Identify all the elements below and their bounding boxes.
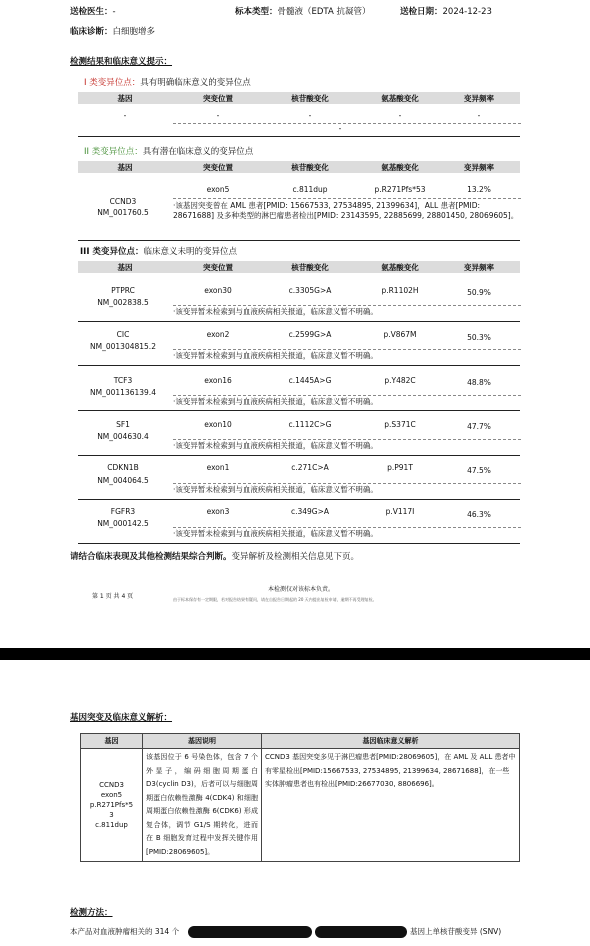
col-nucleotide: 核苷酸变化 (291, 263, 329, 272)
row-transcript: NM_002838.5 (97, 298, 149, 307)
row-position: exon16 (204, 376, 232, 385)
divider (173, 527, 521, 528)
sample-type-value: 骨髓液（EDTA 抗凝管） (277, 7, 371, 17)
diagnosis-field (70, 25, 155, 37)
class2-position: exon5 (206, 185, 230, 194)
class1-desc: 具有明确临床意义的变异位点 (140, 78, 251, 88)
col-gene: 基因 (117, 94, 133, 103)
row-frequency: 47.5% (467, 466, 491, 475)
row-transcript: NM_000142.5 (97, 519, 149, 528)
divider (78, 410, 520, 411)
row-transcript: NM_001304815.2 (90, 342, 156, 351)
conclusion (70, 550, 359, 562)
row-note: ·该变异暂未检索到与血液疾病相关报道，临床意义暂不明确。 (173, 351, 378, 360)
row-amino: p.P91T (387, 463, 413, 472)
gene-cell (81, 749, 143, 862)
class1-heading (84, 76, 251, 88)
row-nucleotide: c.271C>A (291, 463, 329, 472)
page-number: 第 1 页 共 4 页 (92, 593, 134, 600)
row-note: ·该变异暂未检索到与血液疾病相关报道，临床意义暂不明确。 (173, 485, 378, 494)
class3-heading (80, 245, 237, 257)
col-amino: 氨基酸变化 (381, 163, 419, 172)
class2-nucleotide: c.811dup (292, 185, 328, 194)
results-section-title: 检测结果和临床意义提示： (70, 57, 173, 67)
doctor-label: 送检医生： (70, 7, 113, 17)
header-gene: 基因 (81, 734, 143, 749)
date-field (400, 5, 492, 17)
row-position: exon3 (206, 507, 230, 516)
date-label: 送检日期： (400, 7, 443, 17)
row-amino: p.Y482C (384, 376, 416, 385)
row-amino: p.R1102H (381, 286, 419, 295)
class1-table-header (78, 92, 520, 104)
row-note: ·该变异暂未检索到与血液疾病相关报道，临床意义暂不明确。 (173, 307, 378, 316)
interpretation-table (80, 733, 520, 862)
method-title: 检测方法： (70, 908, 113, 918)
class1-position: - (216, 111, 220, 120)
page-separator (0, 648, 590, 660)
class1-amino: - (398, 111, 402, 120)
gene-protein-change: p.R271Pfs*5 (89, 801, 134, 809)
doctor-value: - (112, 7, 116, 17)
conclusion-rest: 变异解析及检测相关信息见下页。 (231, 552, 360, 562)
date-value: 2024-12-23 (442, 7, 492, 17)
diagnosis-label: 临床诊断： (70, 27, 113, 37)
class2-heading (84, 145, 253, 157)
divider (173, 395, 521, 396)
row-position: exon10 (204, 420, 232, 429)
col-position: 突变位置 (203, 263, 233, 272)
method-text-start: 本产品对血液肿瘤相关的 314 个 (70, 927, 180, 936)
row-position: exon2 (206, 330, 230, 339)
class1-gene: - (123, 111, 127, 120)
class1-nucleotide: - (308, 111, 312, 120)
class1-prefix: I 类变异位点： (84, 78, 141, 88)
col-amino: 氨基酸变化 (381, 263, 419, 272)
footer-responsibility: 本检测仅对该标本负责。 (268, 586, 335, 593)
gene-exon: exon5 (100, 791, 123, 799)
class3-prefix: III 类变异位点： (80, 247, 144, 257)
divider (173, 483, 521, 484)
divider (173, 123, 521, 124)
row-frequency: 48.8% (467, 378, 491, 387)
class2-transcript: NM_001760.5 (97, 208, 149, 217)
row-gene: CDKN1B (107, 463, 139, 472)
class2-table-header (78, 161, 520, 173)
row-gene: CIC (116, 330, 130, 339)
gene-name: CCND3 (99, 781, 124, 789)
col-nucleotide: 核苷酸变化 (291, 94, 329, 103)
class1-extra: - (338, 124, 342, 133)
class2-frequency: 13.2% (467, 185, 491, 194)
row-gene: FGFR3 (110, 507, 136, 516)
gene-description: 该基因位于 6 号染色体，包含 7 个外显子，编码细胞周期蛋白 D3(cyclin D3)，后者可以与细胞周期蛋白依赖性激酶 4(CDK4) 和细胞周期蛋白依赖性激酶 6(CDK6) 形成复合体，调节 G1/S 期转化，进而在 B 细胞发育过程中发挥关键作用[PMID:28069605]。 (143, 749, 262, 862)
row-gene: TCF3 (113, 376, 133, 385)
gene-nucleotide-change: c.811dup (95, 821, 128, 829)
class1-frequency: - (477, 111, 481, 120)
row-position: exon1 (206, 463, 230, 472)
col-amino: 氨基酸变化 (381, 94, 419, 103)
method-text-end: 基因上单核苷酸变异 (SNV) (410, 927, 502, 936)
col-frequency: 变异频率 (464, 163, 494, 172)
gene-significance: CCND3 基因突变多见于淋巴瘤患者[PMID:28069605]，在 AML 及 ALL 患者中有零星检出[PMID:15667533, 27534895, 21399634, 28671688]，在一些实体肿瘤患者也有检出[PMID:26677030, 8806696]。 (262, 749, 520, 862)
doctor-field (70, 5, 116, 17)
row-amino: p.V117I (385, 507, 415, 516)
col-gene: 基因 (117, 263, 133, 272)
divider (173, 349, 521, 350)
row-note: ·该变异暂未检索到与血液疾病相关报道，临床意义暂不明确。 (173, 397, 378, 406)
divider (78, 365, 520, 366)
conclusion-bold: 请结合临床表现及其他检测结果综合判断。 (70, 552, 232, 562)
divider (173, 439, 521, 440)
class2-gene: CCND3 (109, 197, 137, 206)
row-transcript: NM_004630.4 (97, 432, 149, 441)
diagnosis-value: 白细胞增多 (112, 27, 156, 37)
header-significance: 基因临床意义解析 (262, 734, 520, 749)
row-gene: PTPRC (111, 286, 135, 295)
header-description: 基因说明 (143, 734, 262, 749)
footer-notice: 由于标本保存有一定期限，若对报告结果有疑问，请在自报告日期起的 20 天内提出复检申请，逾期不再受理复检。 (173, 597, 377, 602)
class3-desc: 临床意义未明的变异位点 (143, 247, 237, 257)
interpretation-header-row (81, 734, 520, 749)
row-gene: SF1 (116, 420, 130, 429)
page2-title: 基因突变及临床意义解析： (70, 713, 173, 723)
divider (78, 321, 520, 322)
divider (78, 136, 520, 137)
col-frequency: 变异频率 (464, 94, 494, 103)
row-nucleotide: c.1445A>G (288, 376, 332, 385)
row-nucleotide: c.349G>A (290, 507, 330, 516)
class2-desc: 具有潜在临床意义的变异位点 (142, 147, 254, 157)
divider (78, 240, 520, 241)
class2-amino: p.R271Pfs*53 (374, 185, 426, 194)
sample-type-label: 标本类型： (235, 7, 278, 17)
divider (78, 499, 520, 500)
divider (78, 455, 520, 456)
row-frequency: 46.3% (467, 510, 491, 519)
sample-type-field (235, 5, 370, 17)
redaction-bar (188, 926, 312, 938)
row-nucleotide: c.2599G>A (288, 330, 332, 339)
col-position: 突变位置 (203, 94, 233, 103)
class3-table-header (78, 261, 520, 273)
redaction-bar (315, 926, 407, 938)
row-nucleotide: c.3305G>A (288, 286, 332, 295)
class2-prefix: II 类变异位点： (84, 147, 143, 157)
row-frequency: 50.3% (467, 333, 491, 342)
row-transcript: NM_004064.5 (97, 476, 149, 485)
row-frequency: 50.9% (467, 288, 491, 297)
row-note: ·该变异暂未检索到与血液疾病相关报道，临床意义暂不明确。 (173, 529, 378, 538)
interpretation-row (81, 749, 520, 862)
row-amino: p.S371C (384, 420, 416, 429)
row-note: ·该变异暂未检索到与血液疾病相关报道，临床意义暂不明确。 (173, 441, 378, 450)
class2-note: ·该基因突变曾在 AML 患者[PMID: 15667533, 27534895, 21399634]，ALL 患者[PMID: 28671688] 及多种类型的淋巴瘤患者检出[PMID: 23143595, 22885699, 28801450, 28069605]。 (173, 201, 519, 220)
gene-protein-change-cont: 3 (109, 811, 114, 819)
row-frequency: 47.7% (467, 422, 491, 431)
divider (78, 543, 520, 544)
row-transcript: NM_001136139.4 (90, 388, 156, 397)
divider (173, 198, 521, 199)
col-nucleotide: 核苷酸变化 (291, 163, 329, 172)
col-gene: 基因 (117, 163, 133, 172)
row-amino: p.V867M (383, 330, 417, 339)
divider (173, 305, 521, 306)
col-position: 突变位置 (203, 163, 233, 172)
row-nucleotide: c.1112C>G (288, 420, 332, 429)
row-position: exon30 (204, 286, 232, 295)
col-frequency: 变异频率 (464, 263, 494, 272)
